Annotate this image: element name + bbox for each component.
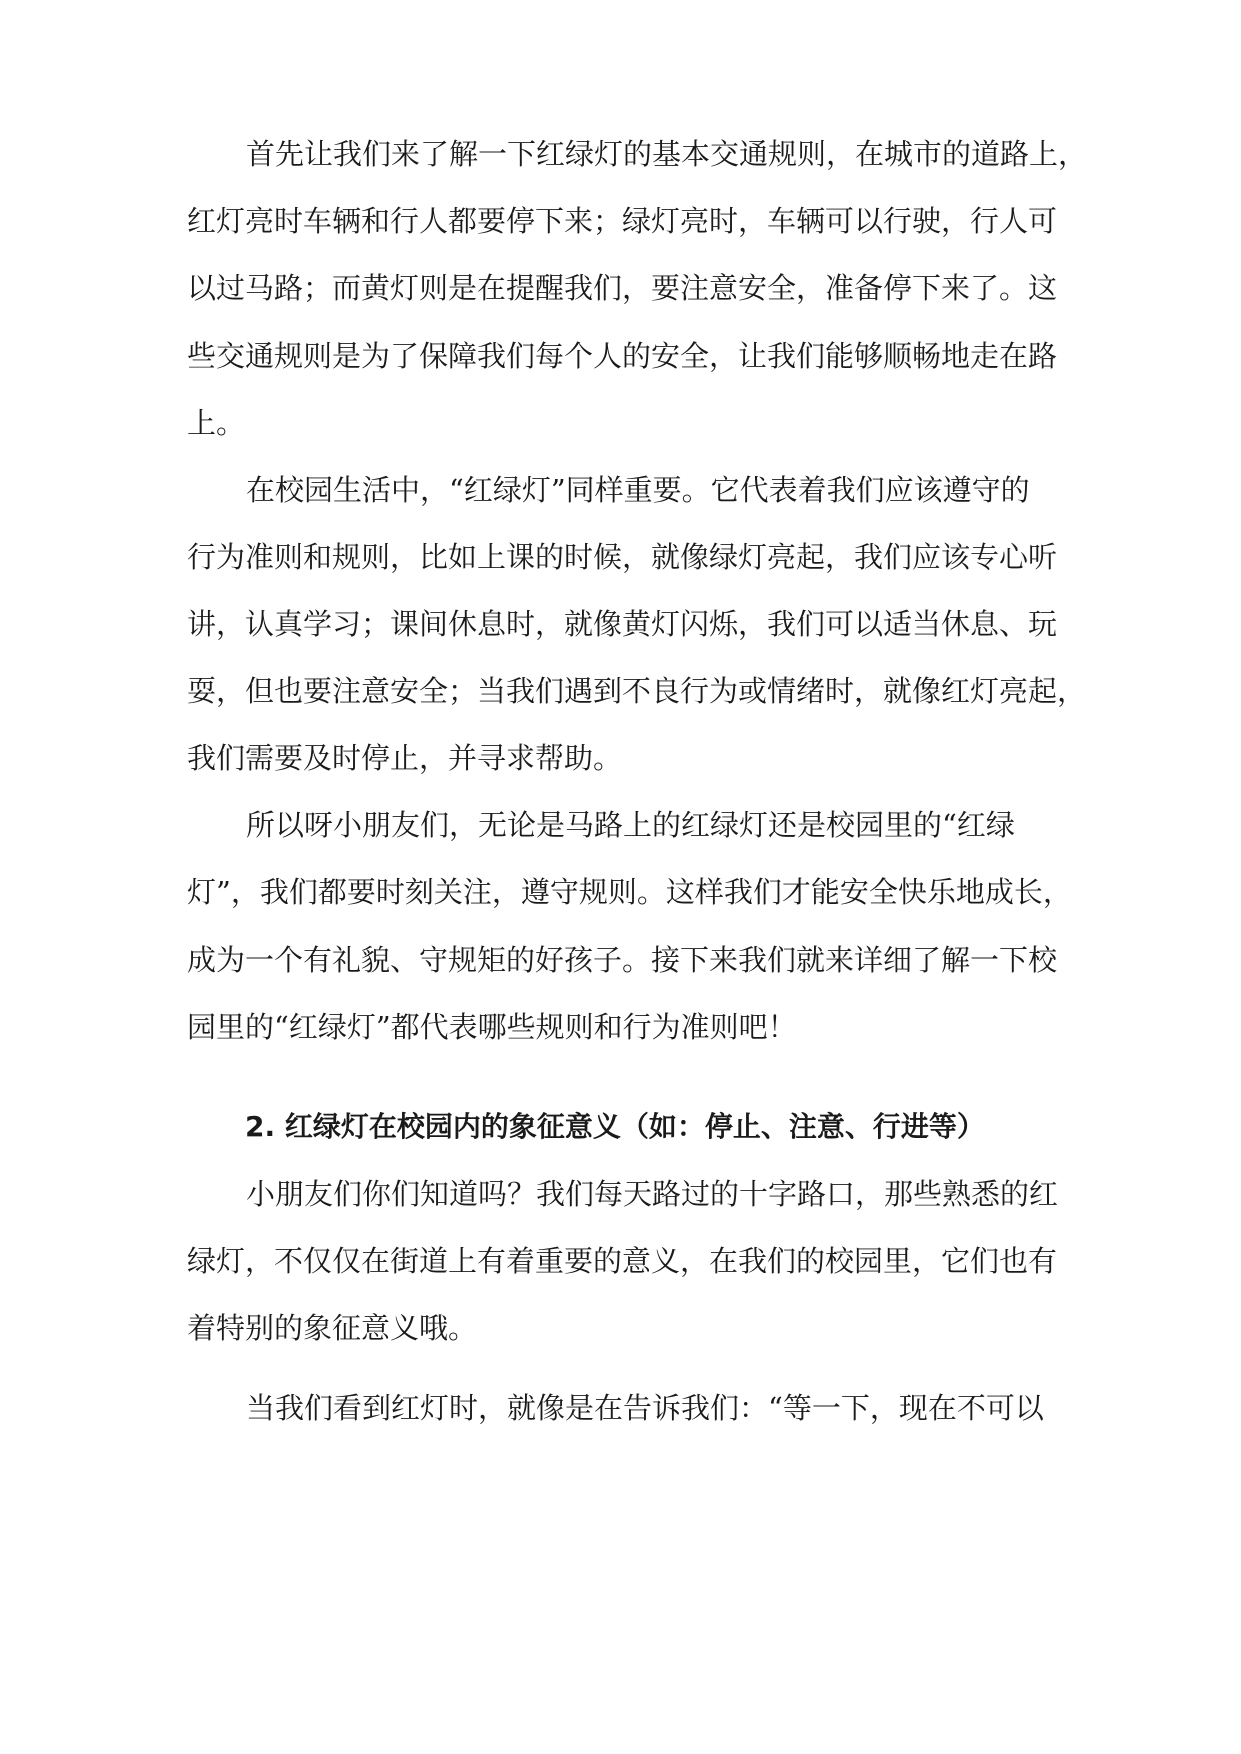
- paragraph-1-line-3: 以过马路；而黄灯则是在提醒我们，要注意安全，准备停下来了。这: [187, 271, 1058, 305]
- paragraph-2-line-2: 行为准则和规则，比如上课的时候，就像绿灯亮起，我们应该专心听: [187, 540, 1058, 574]
- paragraph-1-line-5: 上。: [187, 406, 246, 440]
- paragraph-2-line-5: 我们需要及时停止，并寻求帮助。: [187, 741, 623, 775]
- paragraph-2-line-3: 讲，认真学习；课间休息时，就像黄灯闪烁，我们可以适当休息、玩: [187, 607, 1058, 641]
- paragraph-1-line-2: 红灯亮时车辆和行人都要停下来；绿灯亮时，车辆可以行驶，行人可: [187, 204, 1058, 238]
- paragraph-2-line-1: 在校园生活中，“红绿灯”同样重要。它代表着我们应该遵守的: [246, 473, 1030, 507]
- paragraph-3-line-4: 园里的“红绿灯”都代表哪些规则和行为准则吧！: [187, 1010, 797, 1044]
- paragraph-3-line-1: 所以呀小朋友们，无论是马路上的红绿灯还是校园里的“红绿: [246, 808, 1015, 842]
- paragraph-1-line-1: 首先让我们来了解一下红绿灯的基本交通规则，在城市的道路上，: [246, 137, 1088, 171]
- paragraph-3-line-3: 成为一个有礼貌、守规矩的好孩子。接下来我们就来详细了解一下校: [187, 943, 1058, 977]
- paragraph-4-line-3: 着特别的象征意义哦。: [187, 1311, 478, 1345]
- paragraph-1-line-4: 些交通规则是为了保障我们每个人的安全，让我们能够顺畅地走在路: [187, 339, 1058, 373]
- paragraph-2-line-4: 耍，但也要注意安全；当我们遇到不良行为或情绪时，就像红灯亮起，: [187, 674, 1087, 708]
- section-heading: 2. 红绿灯在校园内的象征意义（如：停止、注意、行进等）: [245, 1110, 985, 1143]
- paragraph-3-line-2: 灯”，我们都要时刻关注，遵守规则。这样我们才能安全快乐地成长，: [187, 875, 1072, 909]
- paragraph-4-line-1: 小朋友们你们知道吗？我们每天路过的十字路口，那些熟悉的红: [246, 1177, 1059, 1211]
- paragraph-4-line-2: 绿灯，不仅仅在街道上有着重要的意义，在我们的校园里，它们也有: [187, 1244, 1058, 1278]
- paragraph-5-line-1: 当我们看到红灯时，就像是在告诉我们：“等一下，现在不可以: [246, 1391, 1044, 1425]
